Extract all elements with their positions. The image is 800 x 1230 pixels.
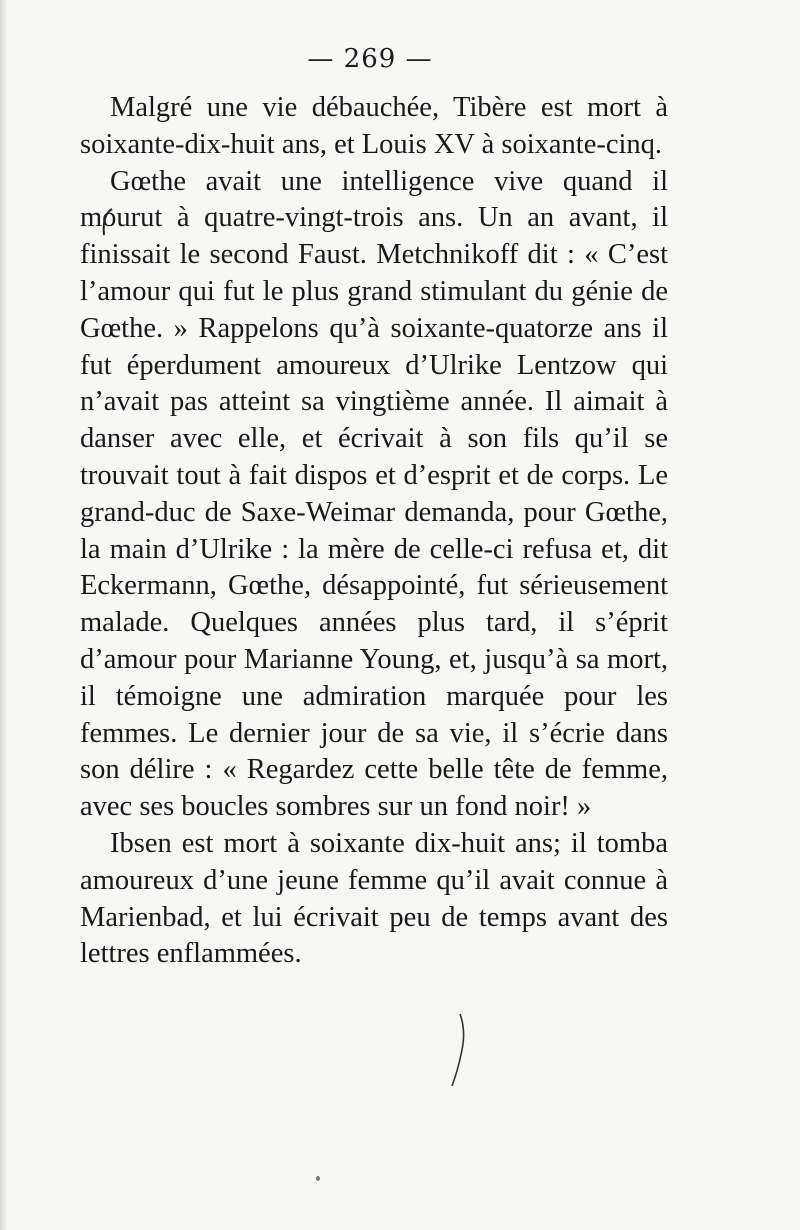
page-number: — 269 — [307,44,433,74]
page-edge-shadow [0,0,8,1230]
pencil-bracket-mark [446,1010,476,1090]
paper-speck [316,1176,320,1181]
body-text [80,90,668,973]
paragraph-3: Ibsen est mort à soixante dix-huit ans; il tomba amoureux d’une jeune femme qu’il avait connue à Marienbad, et lui écrivait peu de temps avant des lettres enflammées. [80,827,668,970]
paragraph-2: Gœthe avait une intelligence vive quand il mourut à quatre-vingt-trois ans. Un an avant, il finissait le second Faust. Metchnikoff dit : « C’est l’amour qui fut le plus grand stimulant du génie de Gœthe. » Rappelons qu’à soixante-quatorze ans il fut éperdument amoureux d’Ulrike Lentzow qui n’avait pas atteint sa vingtième année. Il aimait à danser avec elle, et écrivait à son fils qu’il se trouvait tout à fait dispos et d’esprit et de corps. Le grand-duc de Saxe-Weimar demanda, pour Gœthe, la main d’Ulrike : la mère de celle-ci refusa et, dit Eckermann, Gœthe, désappointé, fut sérieusement malade. Quelques années plus tard, il s’éprit d’amour pour Marianne Young, et, jusqu’à sa mort, il témoigne une admiration marquée pour les femmes. Le dernier jour de sa vie, il s’écrie dans son délire : « Regardez cette belle tête de femme, avec ses boucles sombres sur un fond noir! » [80,165,668,823]
pencil-open-bracket-mark [96,205,116,241]
paragraph-1: Malgré une vie débauchée, Tibère est mort à soixante-dix-huit ans, et Louis XV à soixante-cinq. [80,92,668,160]
